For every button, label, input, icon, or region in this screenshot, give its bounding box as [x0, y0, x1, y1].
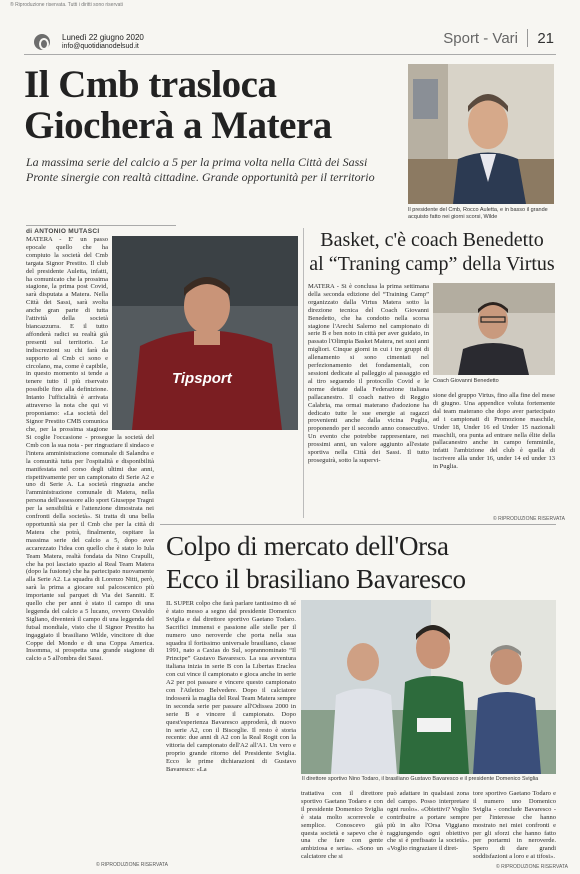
- president-photo: [408, 64, 554, 204]
- wilde-photo-drawing: [112, 236, 298, 430]
- main-article-rights: © RIPRODUZIONE RISERVATA: [96, 862, 168, 868]
- main-subtitle-line2: Pronte sinergie con realtà cittadine. Grande opportunità per il territorio: [26, 170, 375, 184]
- main-headline-line2: Giocherà a Matera: [24, 104, 332, 147]
- orsa-headline-line1: Colpo di mercato dell'Orsa: [166, 531, 449, 561]
- jersey-sponsor-text: Tipsport: [172, 370, 232, 387]
- benedetto-photo-drawing: [433, 283, 555, 375]
- orsa-col1: IL SUPER colpo che farà parlare tantissimo di sé è stato messo a segno dal presidente Domenico Sviglia e dal direttore sportivo Gaetano Todaro. Sacrifici immensi e passione alle stelle per il numero uno neroverde che porta nella sua squadra il fortissimo universale brasiliano, classe 1991, nato a Caxias do Sul, soprannominato “Il Principe” Gustavo Bavaresco. La sua avventura italiana inizia in serie B con la Libertas Eraclea con cui vince il campionato e gioca anche in serie A2 per poi passare e vincere questo campionato con l'Atletico Belvedere. Dopo il calciatore indosserà la maglia del Real Team Matera sempre in seconda serie per passare all'Odissea 2000 in serie B e vincere il campionato. Dopo quest'esperienza Bavaresco approderà, di nuovo in serie A2, con il Bisceglie. Il resto è storia recente: due anni di A2 con la Real Rogit con la vittoria del campionato dell'A2 all'A1. Un vero e proprio grande ritorno del Presidente Sviglia. Ecco le prime dichiarazioni di Gustavo Bavaresco: «La: [166, 600, 296, 774]
- contact-email: info@quotidianodelsud.it: [62, 43, 139, 50]
- article-author: di ANTONIO MUTASCI: [26, 228, 100, 235]
- main-article-col2-text: Si coglie l'occasione - prosegue la società del Cmb con la sua nota - per ringraziare il sindaco e l'intera amministrazione comunale di Salandra e la comunità tutta per l'ospitalità e disponibilità manifestata nel corso degli ultimi due anni, rispettivamente per un campionato di Serie A2 e uno di Serie A. La società ringrazia anche l'amministrazione comunale di Matera, nella persona dell'assessore allo sport Giuseppe Tragni per la sensibilità e l'attenzione dimostrata nei confronti della società». Si tratta di una bella opportunità sia per il Cmb che per la città di Matera che potrà, finalmente, ospitare la massima serie del calcio a 5, dopo aver accarezzato l'idea con quello che è stato lo Iula Team Matera, realtà fondata da Nino Crapulli, che ha poi lasciato spazio al Real Team Matera (dopo la fusione) che ha partecipato nuovamente alla Serie A2. La squadra di Lorenzo Nitti, però, sarà la prima a giocare sul palcoscenico più importante sul parquet di Via dei Sanniti. E quello che per anni è stato il campo di una leggenda del calcio a 5 lucano, ovvero Osvaldo Sigliano, diventerà il campo di una leggenda del futsal mondiale, visto che il Signor Prestito ha ingaggiato il brasiliano Wilde, vincitore di due Coppe del Mondo e di una Coppa America. Insomma, si prospetta una grande stagione di calcio a 5 all'ombra dei Sassi.: [26, 434, 154, 663]
- header-rule: [24, 54, 556, 55]
- basket-rights: © RIPRODUZIONE RISERVATA: [493, 516, 565, 522]
- main-headline-line1: Il Cmb trasloca: [24, 63, 277, 106]
- basket-headline: [308, 228, 556, 276]
- header-date-block: [62, 33, 144, 51]
- orsa-col3: può adattare in qualsiasi zona del campo. Posso interpretare ogni ruolo». «Obiettivi? Voglio contribuire a portare sempre più in alto l'Orsa Viggiano raggiungendo ogni obiettivo che si è prefissato la società». «Voglio ringraziare il diret-: [387, 790, 469, 853]
- basket-col1: MATERA - Si è conclusa la prima settimana della seconda edizione del “Training Camp” organizzato dalla Virtus Matera sotto la direzione tecnica del Coach Giovanni Benedetto, che ha condotto nella scorsa stagione l'Arechi Salerno nel campionato di serie B e ben noto in città per aver guidato, in passato l'Olimpia Basket Matera, nei suoi anni migliori. Cinque giorni in cui i tre gruppi di allenamento si sono cimentati nel perfezionamento dei fondamentali, con sessioni dedicate al palleggio al passaggio ed al tiro seguendo il protocollo Covid e le norme dettate dalla Federazione italiana pallacanestro. Il coach nativo di Reggio Calabria, ma ormai materano d'adozione ha dedicato tutte le sue energie ai ragazzi provenienti anche dalla vicina Puglia, proponendo per il secondo anno consecutivo. Un evento che potrebbe rappresentare, nei prossimi anni, un valore aggiunto all'estate sportiva nella Città dei Sassi. Il tutto proseguirà, sotto la supervi-: [308, 283, 429, 464]
- basket-col2: sione del gruppo Virtus, fino alla fine del mese di giugno. Una appendice voluta fortemente dal team materano che dopo aver partecipato ad i campionati di Promozione maschile, Under 18, Under 16 ed Under 15 nazionali maschili, ora punta ad entrare nella élite della pallacanestro anche in campo femminile, infatti l'ambizione del club è quella di iscrivere alla under 16, under 14 ed under 13 in Puglia.: [433, 392, 555, 471]
- orsa-headline-line2: Ecco il brasiliano Bavaresco: [166, 564, 466, 594]
- orsa-col2: trattativa con il direttore sportivo Gaetano Todaro e con il presidente Domenico Sviglia è stata molto scorrevole e semplice. Conoscevo già questa società e sapevo che è una che fare con gente ambiziosa e seria». «Sono un calciatore che si: [301, 790, 383, 861]
- president-photo-drawing: [408, 64, 554, 204]
- quotidiano-logo-icon: [34, 34, 50, 50]
- main-article-col1: MATERA - E' un passo epocale quello che ha compiuto la società del Cmb targata Signor Prestito. Il club del presidente Auletta, infatti, ha comunicato che la prossima stagione, la prima post Covid, sarà disputata a Matera. Nella Città dei Sassi, sarà svolta anche gran parte di tutta l'attività della società biancazzurra. E il tutto affonderà radici su realtà già presenti sul territorio. Le indiscrezioni su chi farà da supporto al Cmb ci sono e circolano, ma, come è capibile, in questo momento si tende a tenere tutto il più riservato possibile fino alla definizione. Intanto l'ufficialità è arrivata attraverso la nota che qui vi proponiamo: «La società del Signor Prestito CMB comunica che, per la prossima stagione: [26, 236, 108, 432]
- issue-date: Lunedì 22 giugno 2020: [62, 33, 144, 42]
- author-rule: [26, 225, 176, 226]
- orsa-top-rule: [160, 524, 556, 525]
- orsa-col4: tore sportivo Gaetano Todaro e il numero uno Domenico Sviglia - conclude Bavaresco - per l'interesse che hanno mostrato nei miei confronti e per gli sforzi che hanno fatto per portarmi in neroverde. Spero di dare grandi soddisfazioni a loro e ai tifosi».: [473, 790, 556, 861]
- orsa-rights: © RIPRODUZIONE RISERVATA: [496, 864, 568, 870]
- column-divider: [303, 228, 304, 518]
- basket-headline-line2: al “Traning camp” della Virtus: [309, 253, 555, 275]
- wilde-photo: [112, 236, 298, 430]
- orsa-photo-caption: Il direttore sportivo Nino Todaro, il brasiliano Gustavo Bavaresco e il presidente Domenico Sviglia: [302, 776, 539, 782]
- section-label: Sport - Vari: [443, 30, 518, 47]
- orsa-photo: [301, 600, 556, 774]
- main-headline: [24, 64, 394, 146]
- orsa-photo-drawing: [301, 600, 556, 774]
- rights-notice: ® Riproduzione riservata. Tutti i diritti sono riservati: [10, 2, 123, 8]
- orsa-headline: [166, 530, 558, 596]
- president-photo-caption: Il presidente del Cmb, Rocco Auletta, e in basso il grande acquisto fatto nei giorni scorsi, Wilde: [408, 207, 548, 220]
- benedetto-photo-caption: Coach Giovanni Benedetto: [433, 378, 499, 384]
- benedetto-photo: [433, 283, 555, 375]
- main-subtitle-line1: La massima serie del calcio a 5 per la prima volta nella Città dei Sassi: [26, 155, 368, 169]
- basket-headline-line1: Basket, c'è coach Benedetto: [320, 229, 544, 251]
- main-subtitle: [26, 155, 401, 185]
- header-separator: [527, 29, 528, 47]
- page-number: 21: [537, 30, 554, 47]
